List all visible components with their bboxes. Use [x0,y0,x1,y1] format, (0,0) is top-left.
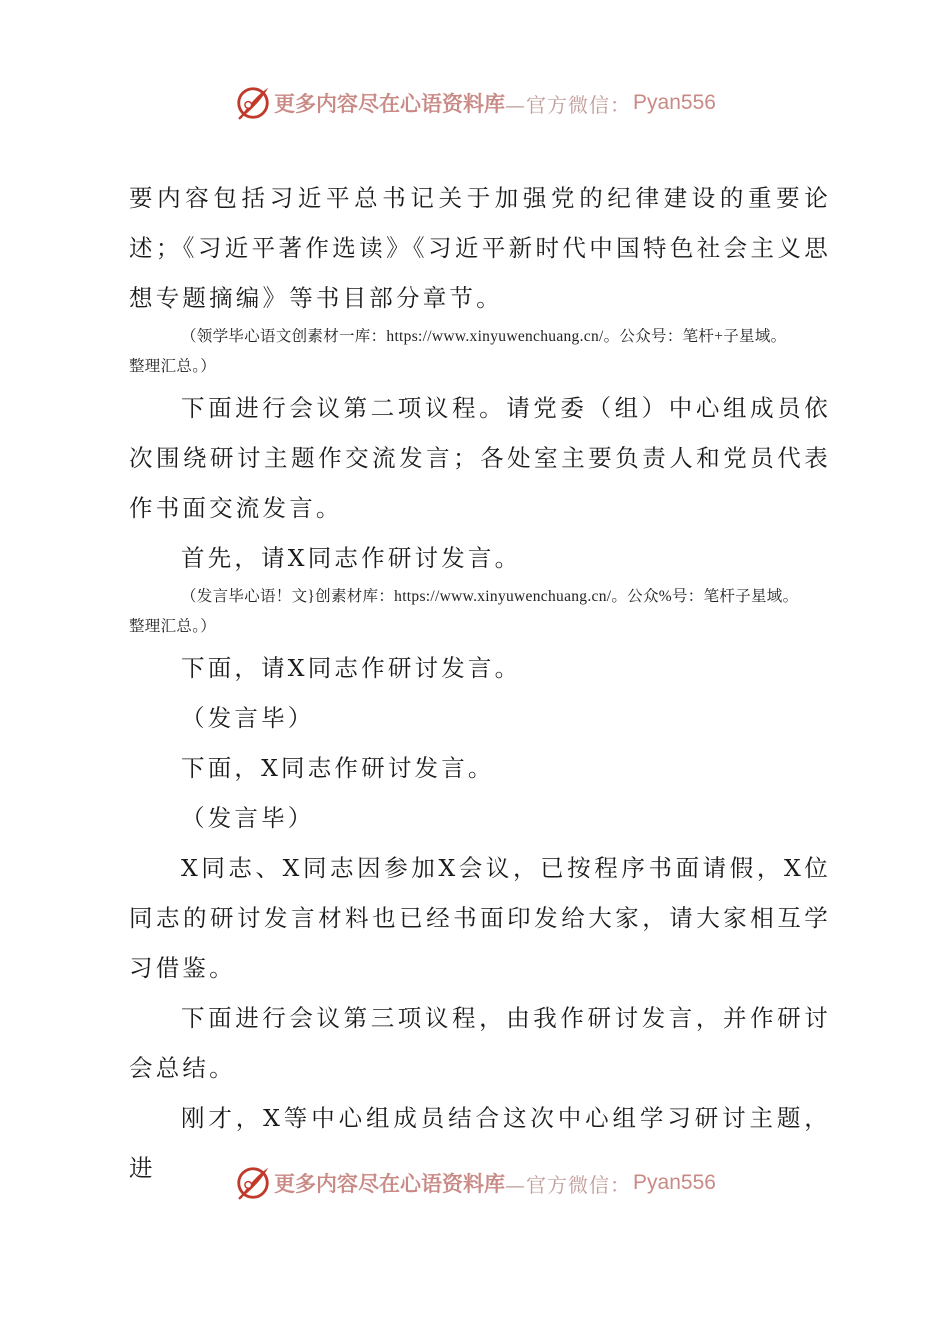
source-note-2-line-1: （发言毕心语！文}创素材库：https://www.xinyuwenchuang.cn/。公众%号：笔杆子星域。 [181,588,799,605]
document-body [129,173,831,1193]
quill-logo-icon [234,84,272,122]
paragraph-2: 下面进行会议第二项议程。请党委（组）中心组成员依次围绕研讨主题作交流发言；各处室主要负责人和党员代表作书面交流发言。 [129,394,831,522]
footer-banner-main-text: 更多内容尽在心语资料库 [274,1171,506,1196]
paragraph-3: 首先，请X同志作研讨发言。 [181,544,522,572]
source-note-1-line-1: （领学毕心语文创素材一库：https://www.xinyuwenchuang.cn/。公众号：笔杆+子星域。 [181,328,787,345]
quill-logo-icon [234,1164,272,1202]
paragraph-7: （发言毕） [181,804,315,832]
paragraph-10: 刚才，X等中心组成员结合这次中心组学习研讨主题，进 [129,1104,831,1182]
source-note-2-line-2: 整理汇总。） [129,618,217,635]
paragraph-9: 下面进行会议第三项议程，由我作研讨发言，并作研讨会总结。 [129,1004,831,1082]
footer-banner [0,1158,950,1208]
footer-banner-wechat-id: Pyan556 [633,1171,716,1194]
source-note-1-line-2: 整理汇总。） [129,358,217,375]
footer-banner-sub-text: —官方微信： [505,1172,632,1197]
header-banner [0,78,950,128]
paragraph-4: 下面，请X同志作研讨发言。 [181,654,522,682]
paragraph-8: X同志、X同志因参加X会议，已按程序书面请假，X位同志的研讨发言材料也已经书面印发给大家，请大家相互学习借鉴。 [129,854,831,982]
paragraph-1: 要内容包括习近平总书记关于加强党的纪律建设的重要论述；《习近平著作选读》《习近平新时代中国特色社会主义思想专题摘编》等书目部分章节。 [129,184,831,312]
banner-wechat-id: Pyan556 [633,91,716,114]
banner-sub-text: —官方微信： [505,92,632,117]
banner-main-text: 更多内容尽在心语资料库 [274,91,506,116]
paragraph-5: （发言毕） [181,704,315,732]
paragraph-6: 下面，X同志作研讨发言。 [181,754,495,782]
